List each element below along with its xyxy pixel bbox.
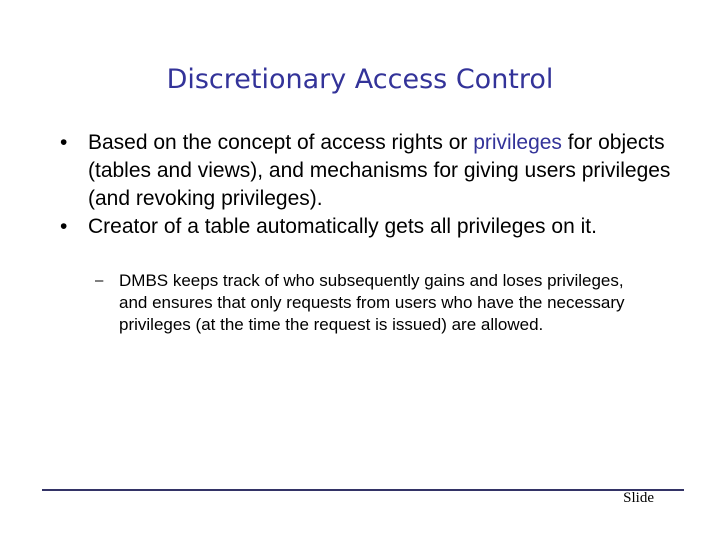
bullet-text-start: Based on the concept of access rights or <box>88 131 474 154</box>
slide-footer-label: Slide <box>623 490 654 506</box>
bullet-item <box>60 213 680 241</box>
sub-bullet-item <box>95 270 655 336</box>
bullet-text <box>60 129 680 213</box>
bullet-text: Creator of a table automatically gets all privileges on it. <box>88 215 597 238</box>
slide-title: Discretionary Access Control <box>166 64 554 95</box>
sub-bullet-marker: – <box>95 272 104 289</box>
bullet-text-end: for objects (tables and views), and mechanisms for giving users privileges (and revoking privileges). <box>88 131 671 210</box>
footer-divider <box>42 489 684 491</box>
bullet-marker: • <box>60 131 68 154</box>
sub-bullet-text: DMBS keeps track of who subsequently gains and loses privileges, and ensures that only requests from users who have the necessary privileges (at the time the request is issued) are allowed. <box>119 271 625 334</box>
bullet-item <box>60 129 680 213</box>
highlight-term: privileges <box>473 131 562 154</box>
bullet-marker: • <box>60 215 68 238</box>
